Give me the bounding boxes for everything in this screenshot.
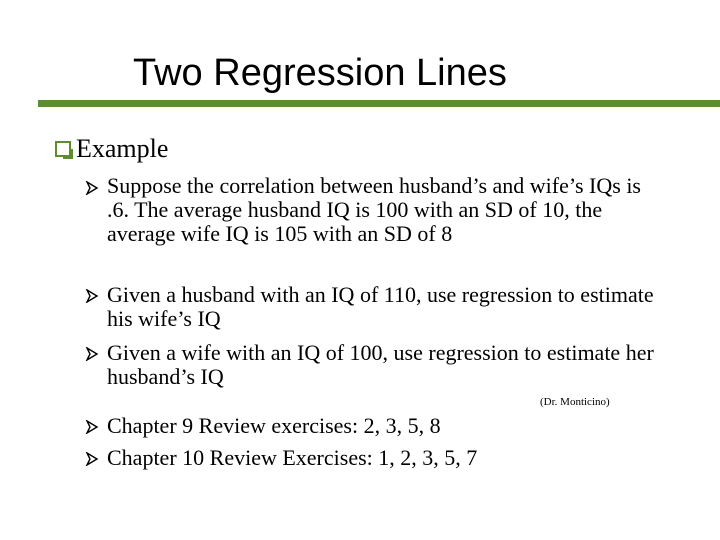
bullet-item: Chapter 9 Review exercises: 2, 3, 5, 8	[107, 413, 441, 438]
title-underline-rule	[38, 100, 720, 107]
bullet-item: Suppose the correlation between husband’s and wife’s IQs is .6. The average husband IQ is 100 with an SD of 10, the average wife IQ is 105 with an SD of 8	[107, 173, 641, 246]
checkbox-square-icon	[55, 141, 71, 157]
bullet-item: Given a husband with an IQ of 110, use regression to estimate his wife’s IQ	[107, 282, 654, 331]
credit-note: (Dr. Monticino)	[540, 396, 610, 408]
bullet-item: Given a wife with an IQ of 100, use regression to estimate her husband’s IQ	[107, 340, 654, 389]
section-heading: Example	[76, 134, 169, 163]
arrowhead-bullet-icon	[85, 347, 99, 361]
slide-title: Two Regression Lines	[133, 52, 507, 94]
bullet-item: Chapter 10 Review Exercises: 1, 2, 3, 5, 7	[107, 445, 478, 470]
arrowhead-bullet-icon	[85, 181, 99, 195]
arrowhead-bullet-icon	[85, 289, 99, 303]
arrowhead-bullet-icon	[85, 420, 99, 434]
arrowhead-bullet-icon	[85, 452, 99, 466]
